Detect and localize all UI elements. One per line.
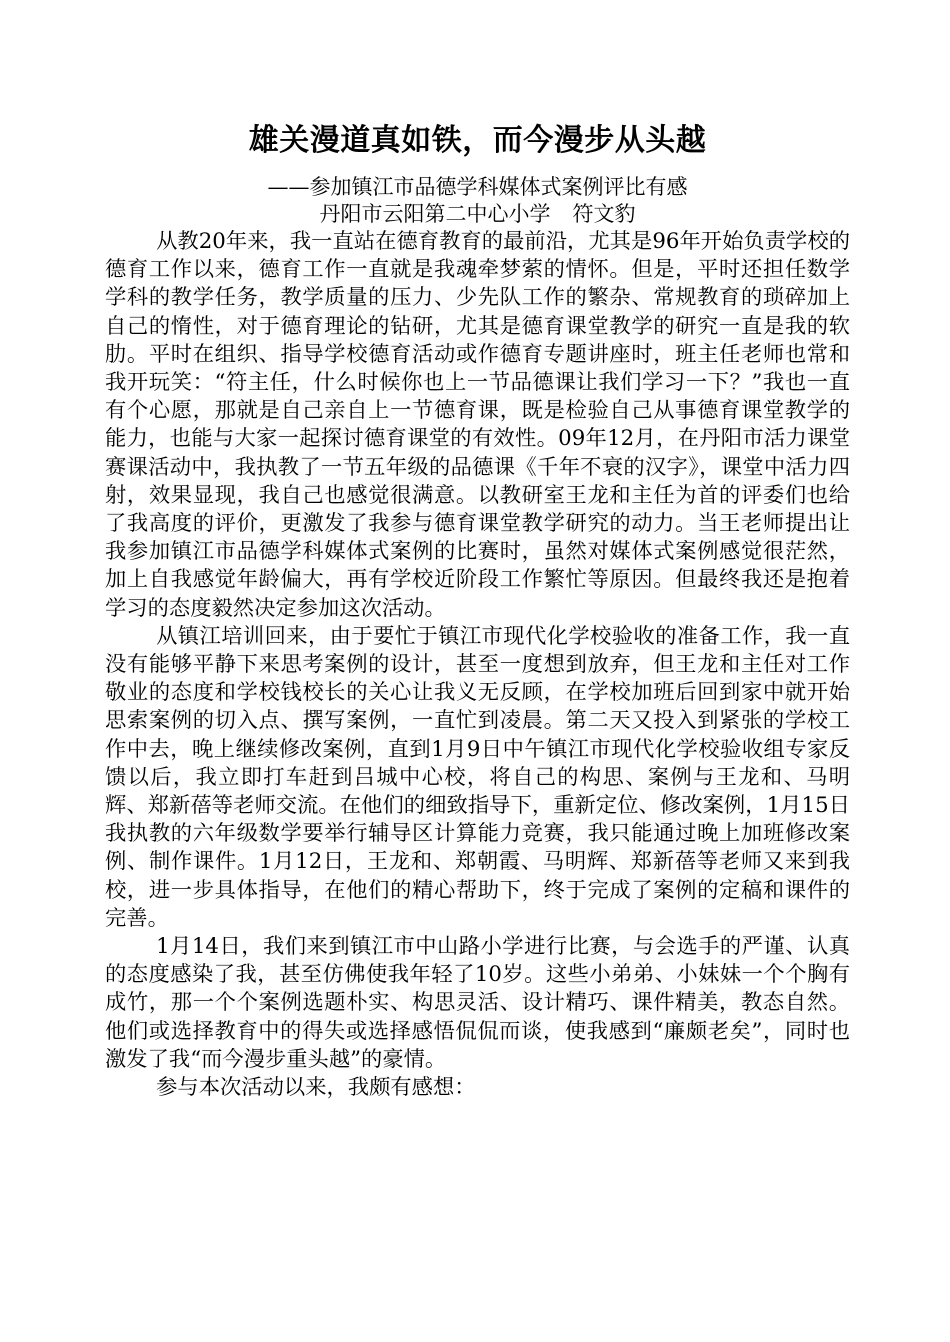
document-title: 雄关漫道真如铁，而今漫步从头越 bbox=[248, 123, 707, 158]
body-paragraph: 1月14日，我们来到镇江市中山路小学进行比赛，与会选手的严谨、认真的态度感染了我，甚至仿佛使我年轻了10岁。这些小弟弟、小妹妹一个个胸有成竹，那一个个案例选题朴实、构思灵活、设计精巧、课件精美，教态自然。他们或选择教育中的得失或选择感悟侃侃而谈，使我感到“廉颇老矣”，同时也激发了我“而今漫步重头越”的豪情。 bbox=[105, 934, 850, 1072]
document-body bbox=[105, 228, 850, 1102]
author-line bbox=[105, 201, 850, 228]
document-page bbox=[105, 120, 850, 1102]
document-subtitle: ——参加镇江市品德学科媒体式案例评比有感 bbox=[267, 175, 688, 199]
body-paragraph: 从镇江培训回来，由于要忙于镇江市现代化学校验收的准备工作，我一直没有能够平静下来思考案例的设计，甚至一度想到放弃，但王龙和主任对工作敬业的态度和学校钱校长的关心让我义无反顾，在学校加班后回到家中就开始思索案例的切入点、撰写案例，一直忙到凌晨。第二天又投入到紧张的学校工作中去，晚上继续修改案例，直到1月9日中午镇江市现代化学校验收组专家反馈以后，我立即打车赶到吕城中心校，将自己的构思、案例与王龙和、马明辉、郑新蓓等老师交流。在他们的细致指导下，重新定位、修改案例，1月15日我执教的六年级数学要举行辅导区计算能力竞赛，我只能通过晚上加班修改案例、制作课件。1月12日，王龙和、郑朝霞、马明辉、郑新蓓等老师又来到我校，进一步具体指导，在他们的精心帮助下，终于完成了案例的定稿和课件的完善。 bbox=[105, 623, 850, 931]
body-paragraph: 参与本次活动以来，我颇有感想： bbox=[156, 1075, 476, 1101]
author-name: 符文豹 bbox=[572, 202, 636, 226]
body-paragraph: 从教20年来，我一直站在德育教育的最前沿，尤其是96年开始负责学校的德育工作以来，德育工作一直就是我魂牵梦萦的情怀。但是，平时还担任数学学科的教学任务，教学质量的压力、少先队工作的繁杂、常规教育的琐碎加上自己的惰性，对于德育理论的钻研，尤其是德育课堂教学的研究一直是我的软肋。平时在组织、指导学校德育活动或作德育专题讲座时，班主任老师也常和我开玩笑：“符主任，什么时候你也上一节品德课让我们学习一下？”我也一直有个心愿，那就是自己亲自上一节德育课，既是检验自己从事德育课堂教学的能力，也能与大家一起探讨德育课堂的有效性。09年12月，在丹阳市活力课堂赛课活动中，我执教了一节五年级的品德课《千年不衰的汉字》，课堂中活力四射，效果显现，我自己也感觉很满意。以教研室王龙和主任为首的评委们也给了我高度的评价，更激发了我参与德育课堂教学研究的动力。当王老师提出让我参加镇江市品德学科媒体式案例的比赛时，虽然对媒体式案例感觉很茫然，加上自我感觉年龄偏大，再有学校近阶段工作繁忙等原因。但最终我还是抱着学习的态度毅然决定参加这次活动。 bbox=[105, 229, 850, 621]
author-school: 丹阳市云阳第二中心小学 bbox=[319, 202, 551, 226]
